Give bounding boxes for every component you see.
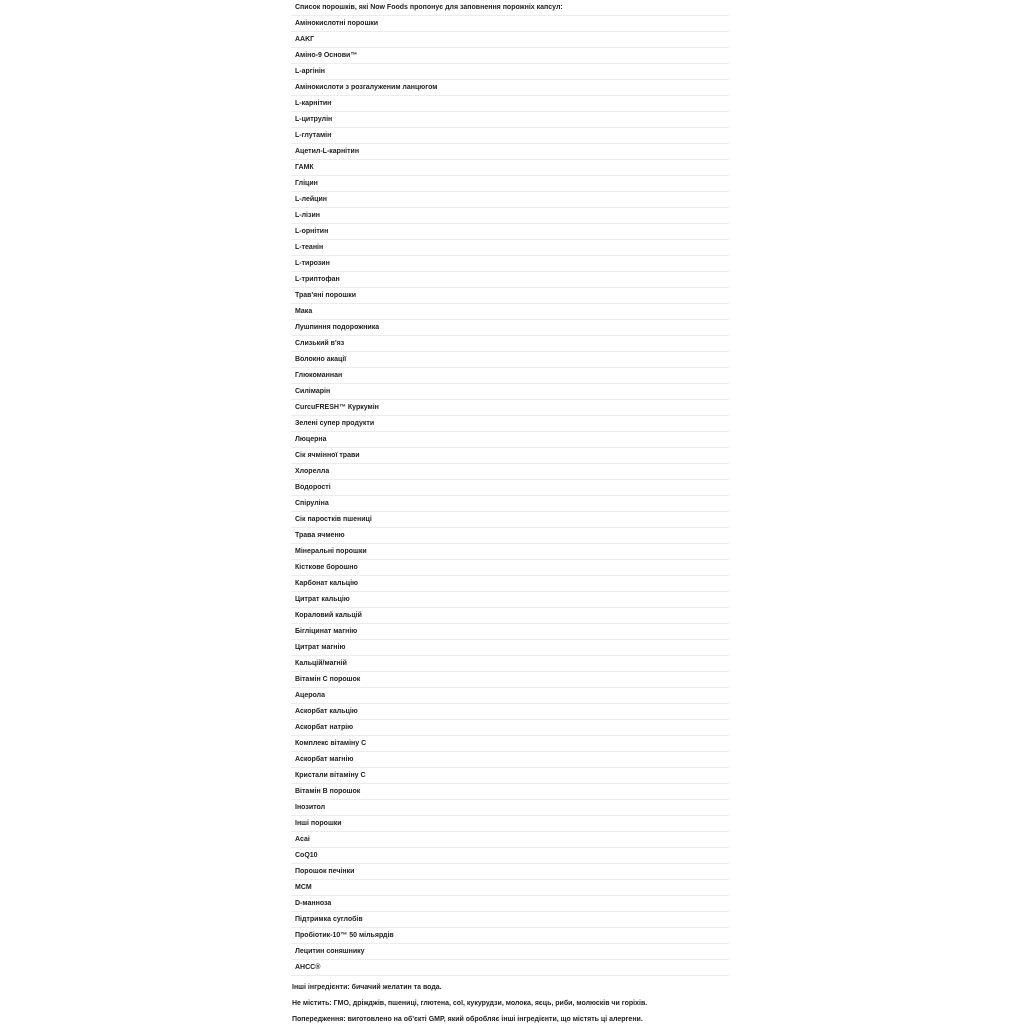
table-header-cell: Список порошків, які Now Foods пропонує для заповнення порожніх капсул: [291,0,729,16]
table-row [291,944,729,960]
table-cell: Трава ячменю [291,528,729,544]
table-cell: Спіруліна [291,496,729,512]
table-row [291,368,729,384]
table-row [291,288,729,304]
table-cell: Інозитол [291,800,729,816]
table-row [291,48,729,64]
table-row [291,192,729,208]
table-cell: Гліцин [291,176,729,192]
table-cell: L-лізин [291,208,729,224]
table-row [291,272,729,288]
table-cell: Кристали вітаміну С [291,768,729,784]
table-cell: Глюкоманнан [291,368,729,384]
table-cell: Пробіотик-10™ 50 мільярдів [291,928,729,944]
table-row [291,896,729,912]
table-cell: Аскорбат натрію [291,720,729,736]
table-cell: Слизький в'яз [291,336,729,352]
table-row [291,720,729,736]
powder-list-table [291,0,729,976]
table-row [291,96,729,112]
table-cell: Кальцій/магній [291,656,729,672]
table-row [291,480,729,496]
table-row [291,544,729,560]
table-row [291,400,729,416]
table-cell: CurcuFRESH™ Куркумін [291,400,729,416]
table-cell: Мінеральні порошки [291,544,729,560]
table-cell: AAKГ [291,32,729,48]
table-cell: L-цитрулін [291,112,729,128]
other-ingredients-note: Інші інгредієнти: бичачий желатин та вода. [292,984,442,991]
table-cell: L-лейцин [291,192,729,208]
table-row [291,80,729,96]
table-row [291,432,729,448]
table-cell: Мака [291,304,729,320]
table-cell: Порошок печінки [291,864,729,880]
table-cell: Сік паростків пшениці [291,512,729,528]
table-cell: L-карнітин [291,96,729,112]
table-cell: Acai [291,832,729,848]
table-cell: Цитрат кальцію [291,592,729,608]
table-row [291,464,729,480]
table-cell: AHCC® [291,960,729,976]
table-cell: L-орнітин [291,224,729,240]
table-row [291,320,729,336]
table-cell: Амінокислоти з розгалуженим ланцюгом [291,80,729,96]
table-row [291,912,729,928]
table-cell: MCM [291,880,729,896]
table-row [291,624,729,640]
table-cell: Лушпиння подорожника [291,320,729,336]
table-row [291,240,729,256]
table-row [291,336,729,352]
table-cell: Зелені супер продукти [291,416,729,432]
table-cell: ГАМК [291,160,729,176]
table-cell: L-тирозин [291,256,729,272]
table-row [291,352,729,368]
table-row [291,112,729,128]
table-cell: Вітамін В порошок [291,784,729,800]
table-cell: D-манноза [291,896,729,912]
table-cell: Підтримка суглобів [291,912,729,928]
table-row [291,64,729,80]
table-row [291,256,729,272]
table-row [291,160,729,176]
warning-note: Попередження: виготовлено на об'єкті GMP, який обробляє інші інгредієнти, що містять ці алергени. [292,1016,643,1023]
table-row [291,560,729,576]
table-row [291,816,729,832]
table-cell: Аміно-9 Основи™ [291,48,729,64]
table-cell: Водорості [291,480,729,496]
table-row [291,128,729,144]
table-row [291,224,729,240]
table-row [291,960,729,976]
product-notes [292,980,732,1028]
table-cell: Аскорбат кальцію [291,704,729,720]
table-row [291,416,729,432]
table-cell: Люцерна [291,432,729,448]
table-cell: Амінокислотні порошки [291,16,729,32]
table-cell: Карбонат кальцію [291,576,729,592]
table-row [291,512,729,528]
table-cell: Трав'яні порошки [291,288,729,304]
table-cell: CoQ10 [291,848,729,864]
table-row [291,784,729,800]
table-cell: L-триптофан [291,272,729,288]
table-cell: Лецитин соняшнику [291,944,729,960]
table-row [291,592,729,608]
table-row [291,736,729,752]
table-row [291,176,729,192]
table-row [291,832,729,848]
free-from-note: Не містить: ГМО, дріжджів, пшениці, глютена, сої, кукурудзи, молока, яєць, риби, молюсків чи горіхів. [292,1000,648,1007]
table-row [291,304,729,320]
table-cell: Кісткове борошно [291,560,729,576]
table-row [291,32,729,48]
table-row [291,448,729,464]
table-cell: Ацетил-L-карнітин [291,144,729,160]
table-cell: Хлорелла [291,464,729,480]
table-cell: L-аргінін [291,64,729,80]
table-cell: Волокно акації [291,352,729,368]
table-cell: Вітамін С порошок [291,672,729,688]
table-row [291,208,729,224]
table-cell: Комплекс вітаміну С [291,736,729,752]
table-cell: Ацерола [291,688,729,704]
table-row [291,656,729,672]
table-cell: L-теанін [291,240,729,256]
table-row [291,688,729,704]
table-row [291,768,729,784]
table-row [291,864,729,880]
table-row [291,800,729,816]
table-row [291,608,729,624]
table-row [291,640,729,656]
table-row [291,496,729,512]
table-cell: Цитрат магнію [291,640,729,656]
table-row [291,848,729,864]
table-cell: Силімарін [291,384,729,400]
table-cell: Аскорбат магнію [291,752,729,768]
powder-list-body [291,0,729,976]
table-header-row [291,0,729,16]
table-cell: L-глутамін [291,128,729,144]
table-cell: Кораловий кальцій [291,608,729,624]
table-row [291,576,729,592]
table-cell: Інші порошки [291,816,729,832]
table-cell: Сік ячмінної трави [291,448,729,464]
table-row [291,384,729,400]
table-cell: Бігліцинат магнію [291,624,729,640]
table-row [291,880,729,896]
table-row [291,928,729,944]
table-row [291,704,729,720]
table-row [291,672,729,688]
table-row [291,16,729,32]
table-row [291,528,729,544]
table-row [291,144,729,160]
table-row [291,752,729,768]
